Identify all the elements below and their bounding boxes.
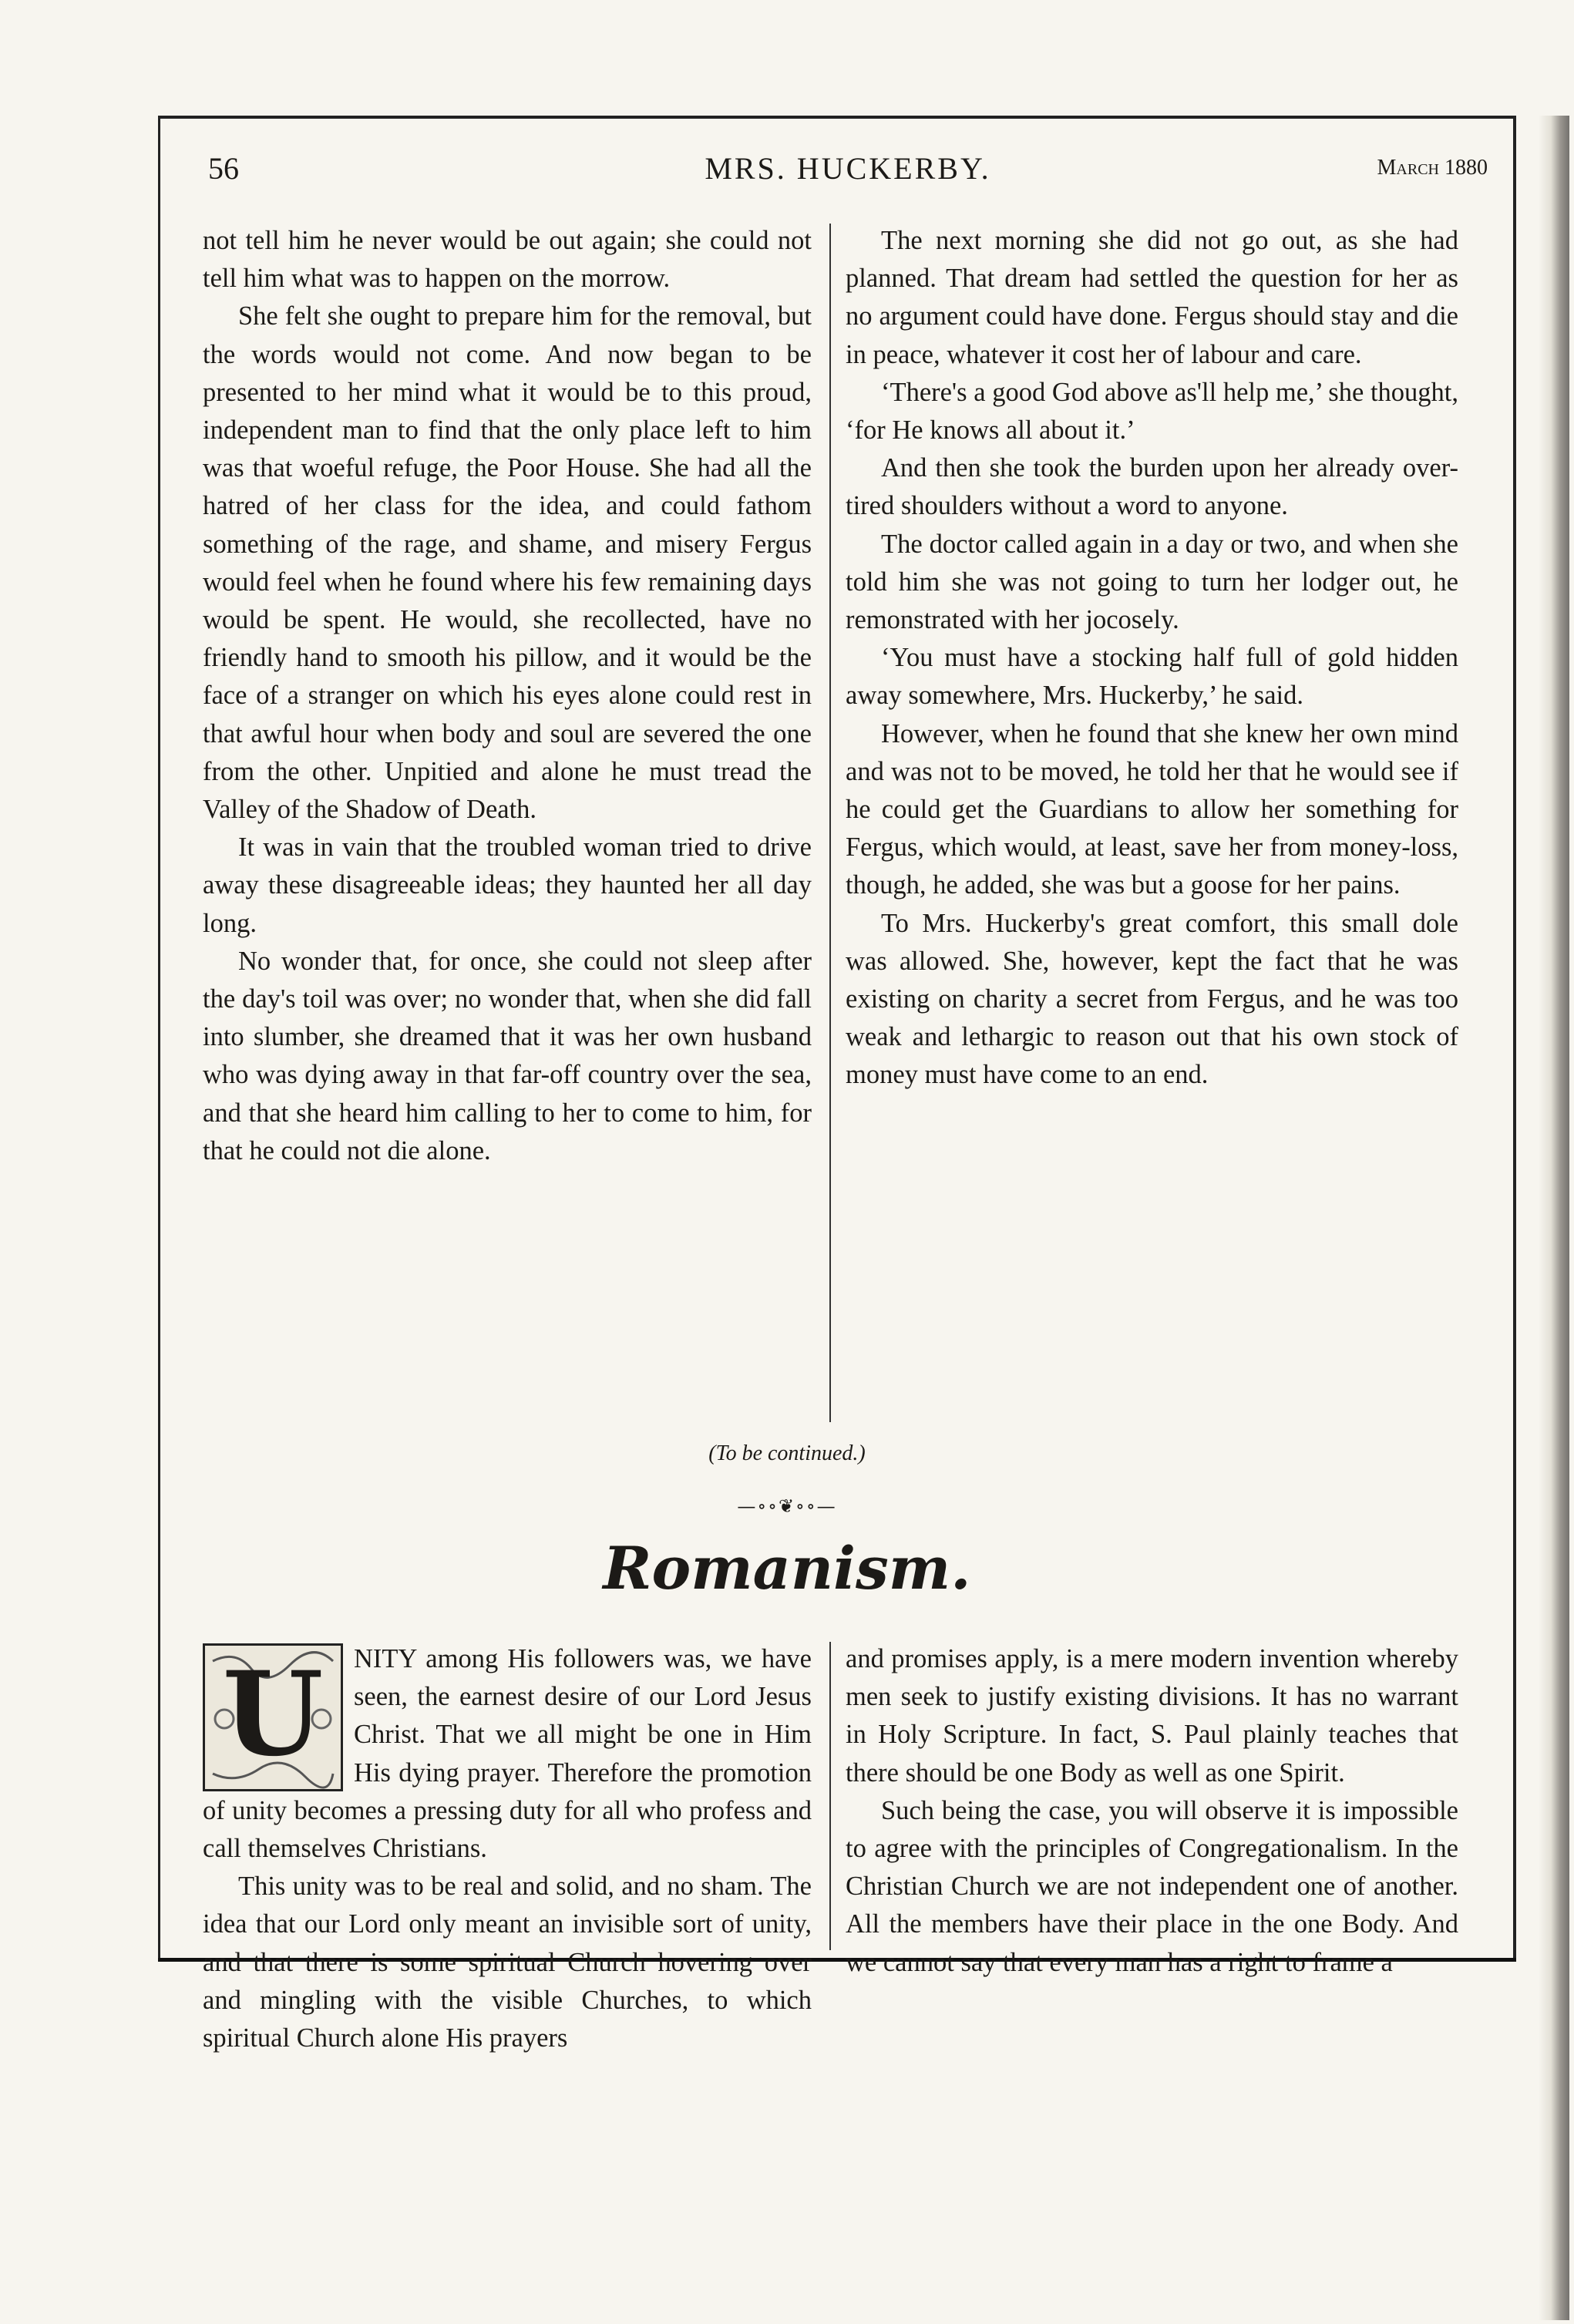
paragraph: ‘You must have a stocking half full of gold hidden away somewhere, Mrs. Huckerby,’ he said. [846,643,1458,711]
paragraph: She felt she ought to prepare him for the removal, but the words would not come. And now began to be presented to her mind what it would be to this proud, independent man to find that the only place left to him was that woeful refuge, the Poor House. She had all the hatred of her class for the idea, and could fathom something of the rage, and shame, and misery Fergus would feel when he found where his few remaining days would be spent. He would, she recollected, have no friendly hand to smooth his pillow, and it would be the face of a stranger on which his eyes alone could rest in that awful hour when body and soul are severed the one from the other. Unpitied and alone he must tread the Valley of the Shadow of Death. [203,301,812,825]
left-rule [158,117,160,1959]
top-rule [158,116,1515,119]
column-divider [829,224,831,1422]
paragraph: The doctor called again in a day or two, and when she told him she was not going to turn her lodger out, he remonstrated with her jocosely. [846,529,1458,635]
page-number: 56 [208,151,239,186]
paragraph: No wonder that, for once, she could not sleep after the day's toil was over; no wonder that, when she did fall into slumber, she dreamed that it was her own husband who was dying away in that far-off country over the sea, and that she heard him calling to her to come to him, for that he could not die alone. [203,946,812,1165]
paragraph: To Mrs. Huckerby's great comfort, this small dole was allowed. She, however, kept the fact that he was existing on charity a secret from Fergus, and he was too weak and lethargic to reason out that his own stock of money must have come to an end. [846,908,1458,1090]
paragraph: NITY among His followers was, we have seen, the earnest desire of our Lord Jesus Christ. That we all might be one in Him His dying prayer. Therefore the promotion of unity becomes a pressing duty for all who profess and call themselves Christians. [203,1644,812,1864]
to-be-continued: (To be continued.) [708,1441,866,1465]
column-divider [829,1642,831,1950]
drop-cap [203,1643,343,1791]
paragraph: It was in vain that the troubled woman tried to drive away these disagreeable ideas; they haunted her all day long. [203,832,812,938]
section-ornament: —∘∘❦∘∘— [737,1495,837,1517]
drop-cap-letter: U [222,1646,324,1782]
paragraph: The next morning she did not go out, as she had planned. That dream had settled the question for her as no argument could have done. Fergus should stay and die in peace, whatever it cost her of labour and care. [846,226,1458,369]
article-title: Romanism. [603,1534,971,1603]
paragraph: not tell him he never would be out again; she could not tell him what was to happen on the morrow. [203,226,812,294]
page-header [200,146,1495,200]
paragraph: Such being the case, you will observe it is impossible to agree with the principles of Congregationalism. In the Christian Church we are not independent one of another. All the members have their place in the one Body. And we cannot say that every man has a right to frame a [846,1795,1458,1977]
story-column-left [203,222,812,1170]
paragraph: However, when he found that she knew her own mind and was not to be moved, he told her that he would see if he could get the Guardians to allow her something for Fergus, which would, at least, save her from money-loss, though, he added, she was but a goose for her pains. [846,718,1458,900]
paragraph: ‘There's a good God above as'll help me,’ she thought, ‘for He knows all about it.’ [846,377,1458,446]
paragraph: And then she took the burden upon her already over-tired shoulders without a word to anyone. [846,453,1458,521]
paragraph: This unity was to be real and solid, and no sham. The idea that our Lord only meant an invisible sort of unity, and that there is some spiritual Church hovering over and mingling with the visible Churches, to which spiritual Church alone His prayers [203,1872,812,2053]
article-column-left [203,1640,812,2057]
right-rule [1513,116,1516,1962]
issue-date: March 1880 [1377,156,1488,180]
story-column-right [846,222,1458,1095]
paragraph: and promises apply, is a mere modern invention whereby men seek to justify existing divisions. It has no warrant in Holy Scripture. In fact, S. Paul plainly teaches that there should be one Body as well as one Spirit. [846,1644,1458,1788]
scan-edge-shadow [1539,116,1569,2320]
article-column-right [846,1640,1458,1982]
running-title: MRS. HUCKERBY. [705,151,991,186]
